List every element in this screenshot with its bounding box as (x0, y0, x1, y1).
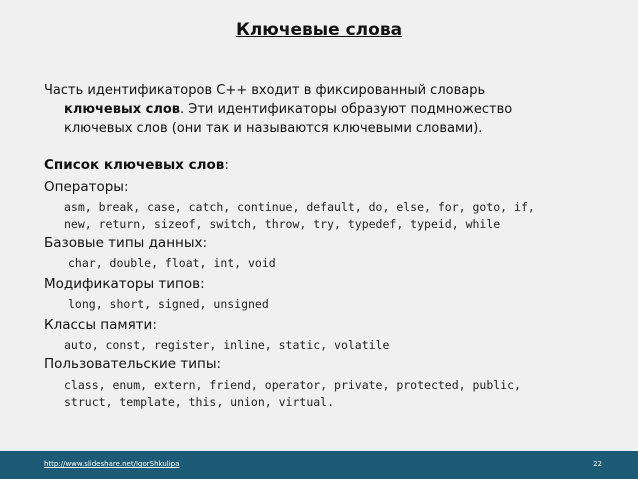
footer-bar (0, 451, 638, 479)
storage-line-1: auto, const, register, inline, static, volatile (64, 338, 390, 352)
intro-paragraph (44, 81, 604, 138)
intro-bold-term: ключевых слов (64, 102, 181, 117)
modifiers-label: Модификаторы типов: (44, 276, 205, 292)
user-types-line-2: struct, template, this, union, virtual. (64, 395, 335, 409)
operators-keywords (64, 199, 535, 233)
intro-line-2 (44, 100, 604, 119)
list-heading-colon: : (224, 157, 229, 173)
modifiers-line-1: long, short, signed, unsigned (68, 297, 269, 311)
intro-line-1: Часть идентификаторов C++ входит в фиксированный словарь (44, 83, 486, 98)
user-types-keywords (64, 377, 521, 411)
operators-line-1: asm, break, case, catch, continue, default, do, else, for, goto, if, (64, 200, 535, 214)
operators-label: Операторы: (44, 179, 129, 195)
intro-line-2-rest: . Эти идентификаторы образуют подмножество (180, 102, 513, 117)
page-number: 22 (593, 460, 602, 468)
slide-title: Ключевые слова (235, 20, 403, 40)
base-types-keywords (68, 255, 276, 272)
list-heading-bold: Список ключевых слов (44, 157, 225, 173)
modifiers-keywords (68, 296, 269, 313)
user-types-line-1: class, enum, extern, friend, operator, private, protected, public, (64, 378, 521, 392)
base-types-label: Базовые типы данных: (44, 235, 208, 251)
intro-line-3: ключевых слов (они так и называются ключевыми словами). (64, 121, 483, 136)
base-types-line-1: char, double, float, int, void (68, 256, 276, 270)
user-types-label: Пользовательские типы: (44, 356, 222, 372)
operators-line-2: new, return, sizeof, switch, throw, try, typedef, typeid, while (64, 217, 501, 231)
storage-classes-keywords (64, 337, 389, 354)
storage-classes-label: Классы памяти: (44, 317, 157, 333)
list-heading (44, 157, 229, 173)
footer-url-link[interactable]: http://www.slideshare.net/IgorShkulipa (44, 460, 180, 468)
